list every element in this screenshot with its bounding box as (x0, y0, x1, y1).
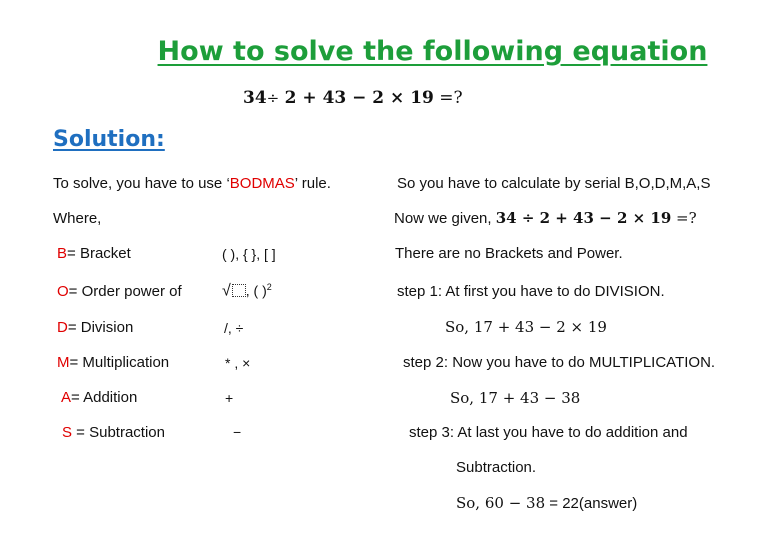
order-symbols: , ( ) (245, 282, 267, 299)
rule-multiplication-symbols: * , × (225, 355, 251, 371)
square-root-icon: √ (222, 282, 231, 300)
given-equation (394, 209, 697, 227)
bodmas-intro (53, 175, 331, 192)
step2-result (450, 389, 580, 407)
answer-expression: So, 60 − 38 (456, 494, 546, 512)
rule-name: = Bracket (67, 245, 131, 262)
rule-letter: O (57, 283, 69, 300)
solution-heading: Solution: (53, 127, 165, 152)
answer-result: = 22(answer) (545, 495, 638, 512)
equation-number: 34 (243, 88, 267, 108)
given-prefix: Now we given, (394, 210, 496, 227)
rule-order (57, 283, 182, 300)
main-equation (243, 88, 463, 108)
rule-subtraction-symbols: − (233, 424, 242, 440)
rule-subtraction (62, 424, 165, 441)
step1-result (445, 318, 607, 336)
division-symbol: ÷ (266, 89, 280, 107)
rule-letter: A (61, 389, 72, 406)
rule-name: = Addition (71, 389, 138, 406)
rule-division (57, 319, 133, 336)
intro-suffix: ’ rule. (294, 175, 331, 192)
power-superscript: 2 (266, 282, 272, 292)
serial-text: So you have to calculate by serial B,O,D,M,A,S (397, 175, 711, 192)
intro-prefix: To solve, you have to use ‘ (53, 175, 230, 192)
rule-name: = Order power of (68, 283, 182, 300)
rule-division-symbols: /, ÷ (224, 320, 244, 336)
rule-letter: B (57, 245, 68, 262)
step1-text: step 1: At first you have to do DIVISION. (397, 283, 665, 300)
where-label: Where, (53, 210, 102, 227)
bodmas-rule-name: BODMAS (229, 175, 295, 192)
rule-letter: D (57, 319, 68, 336)
rule-bracket (57, 245, 131, 262)
given-equals: =? (671, 209, 697, 227)
step3-text: step 3: At last you have to do addition and (409, 424, 688, 441)
step2-expression: So, 17 + 43 − 38 (450, 389, 581, 407)
rule-addition-symbols: + (225, 390, 234, 406)
rule-letter: S (62, 424, 73, 441)
given-expression: 34 ÷ 2 + 43 − 2 × 19 (495, 209, 672, 227)
rule-letter: M (57, 354, 70, 371)
rule-bracket-symbols: ( ), { }, [ ] (222, 246, 276, 262)
no-brackets-text: There are no Brackets and Power. (395, 245, 623, 262)
rule-addition (61, 389, 137, 406)
rule-name: = Division (67, 319, 134, 336)
page-title: How to solve the following equation (157, 36, 708, 67)
step1-expression: So, 17 + 43 − 2 × 19 (445, 318, 607, 336)
equation-equals: =? (439, 88, 463, 108)
rule-multiplication (57, 354, 169, 371)
rule-order-symbols (222, 282, 272, 301)
rule-name: = Subtraction (72, 424, 165, 441)
equation-rest: 2 + 43 − 2 × 19 (284, 88, 434, 108)
final-answer (456, 494, 637, 512)
rule-name: = Multiplication (69, 354, 170, 371)
placeholder-box-icon (232, 284, 246, 297)
step2-text: step 2: Now you have to do MULTIPLICATION. (403, 354, 716, 371)
step3-continued: Subtraction. (456, 459, 537, 476)
